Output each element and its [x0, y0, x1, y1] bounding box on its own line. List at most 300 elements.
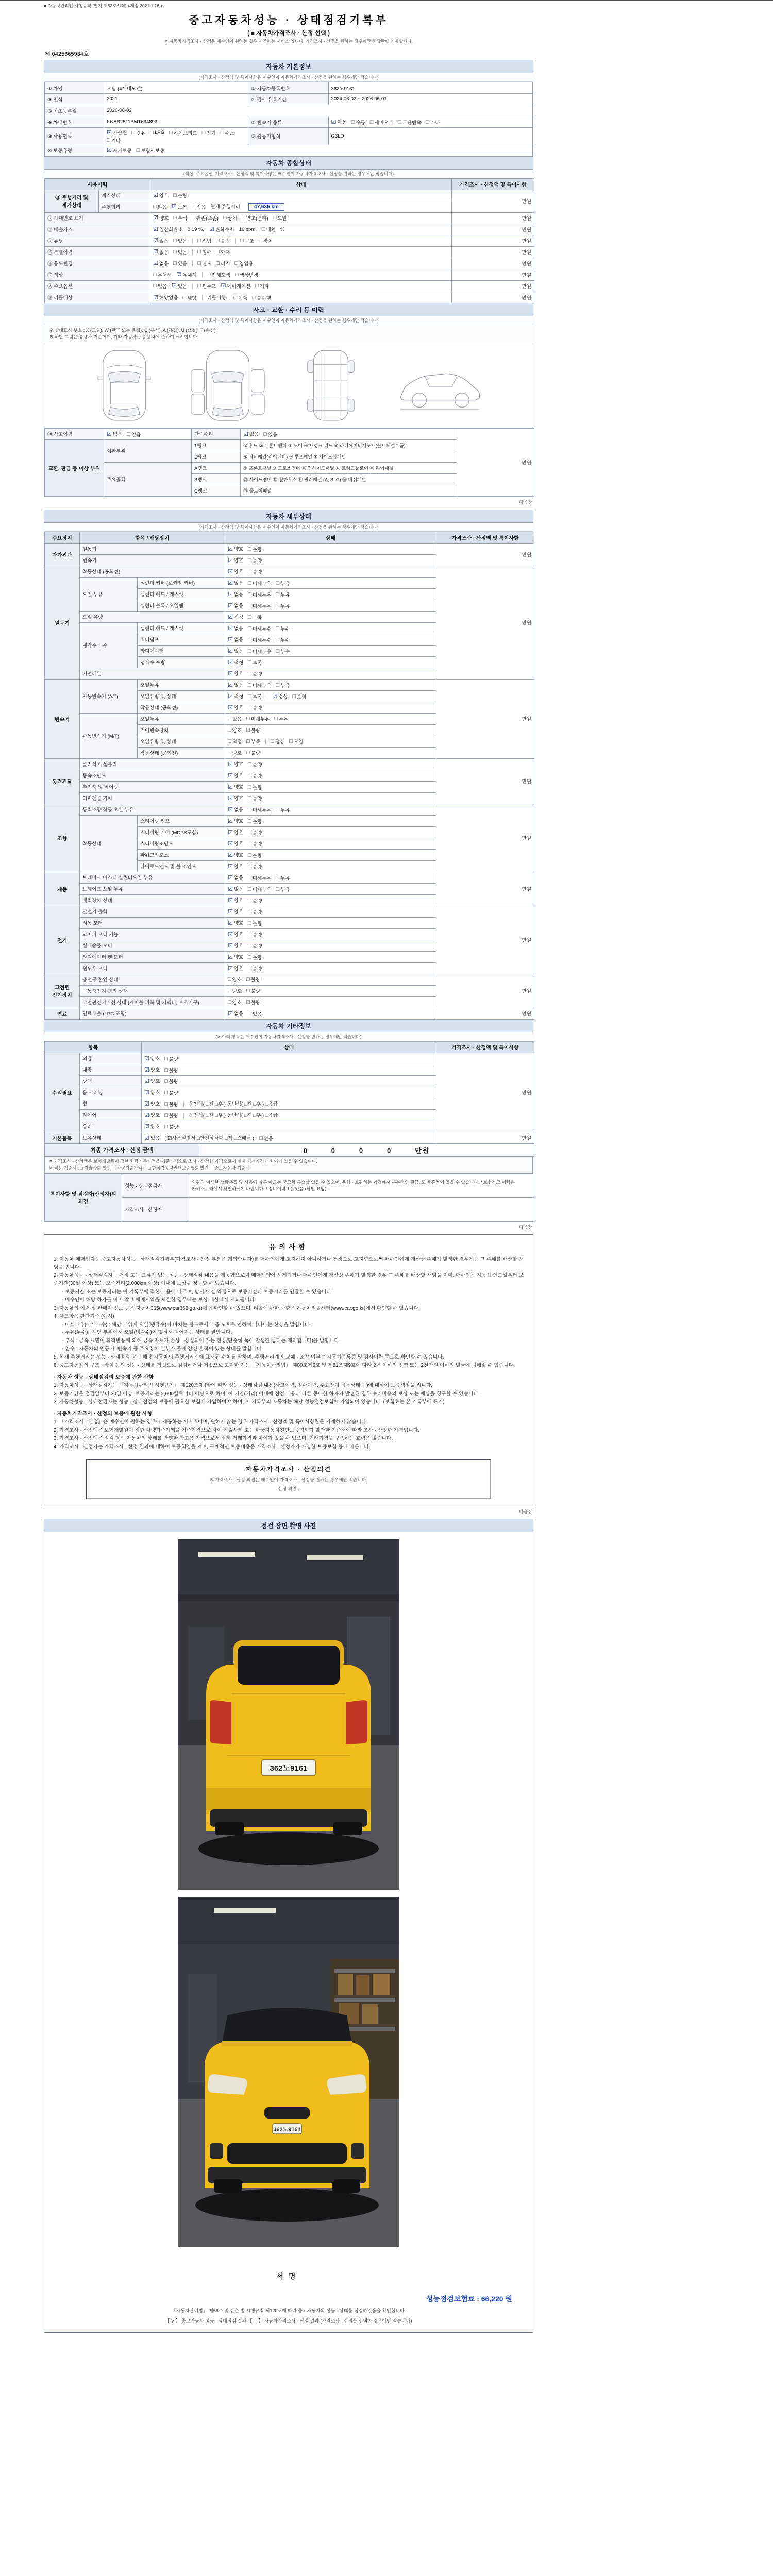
- notice-line: - 부식 : 금속 표면이 화학반응에 의해 금속 자체가 손상 · 상실되어 가는 현상(단순히 녹이 발생한 상태는 제외합니다)을 말합니다.: [62, 1338, 341, 1344]
- group-label: 전기: [45, 906, 80, 974]
- sub-label: 라디에이터: [138, 645, 225, 656]
- price-cell: 만원: [436, 758, 534, 804]
- status-options: [225, 736, 436, 747]
- checkbox-unchecked: □ 보험사보증: [136, 147, 165, 155]
- checkbox-unchecked: □ 이행: [233, 294, 248, 301]
- document-title: 중고자동차성능 · 상태점검기록부: [189, 14, 389, 26]
- checkbox-unchecked: □ 있음: [127, 431, 141, 438]
- status-options: [142, 1132, 436, 1143]
- checkbox-unchecked: □ 무채색: [153, 272, 172, 279]
- price-cell: 만원: [436, 906, 534, 974]
- checkbox-checked: ☑ 탄화수소: [209, 226, 234, 233]
- checkbox-checked: ☑ 양호: [228, 908, 244, 916]
- section-title-accident-history: 사고 · 교환 · 수리 등 이력: [44, 303, 533, 316]
- checkbox-unchecked: □ 매연: [261, 226, 276, 233]
- checkbox-unchecked: □ 적음: [192, 204, 206, 210]
- sub-label: A랭크: [192, 462, 241, 473]
- checkbox-checked: ☑ 없음: [228, 682, 244, 689]
- checkbox-unchecked: □ 불량: [248, 920, 262, 927]
- item-label: 디퍼렌셜 기어: [80, 792, 225, 804]
- item-label: ⑱ 주요옵션: [45, 280, 150, 292]
- checkbox-unchecked: □ 무단변속: [398, 118, 422, 126]
- status-options: [225, 611, 436, 622]
- sub-label: 작동상태 (공회전): [138, 702, 225, 713]
- table-row: [45, 246, 534, 258]
- item-label: 주행거리: [99, 201, 150, 212]
- checkbox-unchecked: □ 불이행: [252, 294, 271, 301]
- status-options: [225, 792, 436, 804]
- sub-label: 파워고압호스: [138, 849, 225, 860]
- next-page-marker-2: 다음장: [518, 1224, 532, 1230]
- form-reference-note: ■ 자동차관리법 시행규칙 [별지 제82호서식] <개정 2021.1.16.>: [44, 3, 163, 8]
- item-label: 등속조인트: [80, 770, 225, 781]
- checkbox-checked: ☑ 양호: [144, 1123, 160, 1130]
- checkbox-checked: ☑ 적정: [228, 659, 244, 666]
- notice-line: - 누유(누수) : 해당 부위에서 오일(냉각수)이 맺혀서 떨어지는 상태를 말합니다.: [62, 1330, 232, 1336]
- checkbox-unchecked: □ 상이: [223, 215, 237, 222]
- checkbox-unchecked: □ 불량: [248, 852, 262, 859]
- checkbox-checked: ☑ 없음: [153, 260, 169, 267]
- checkbox-unchecked: □ 미세누유: [248, 886, 272, 893]
- result-selection-line: 【 V 】 중고자동차 성능 · 상태점검 결과 【 】 자동차가격조사 · 산정 결과 (가격조사 · 산정을 선택한 경우에만 적습니다): [165, 2318, 412, 2324]
- checkbox-checked: ☑ 양호: [228, 942, 244, 950]
- column-header: 가격조사 · 산정액 및 특이사항: [436, 532, 534, 543]
- checkbox-unchecked: □ 불량: [248, 568, 262, 575]
- table-row: [45, 1041, 534, 1053]
- checkbox-unchecked: □ 불량: [164, 1078, 179, 1085]
- price-cell: 만원: [457, 428, 534, 496]
- value-cell: 모닝 (4세대모델): [104, 82, 248, 94]
- item-label: ⑥ 차대번호: [45, 116, 104, 128]
- item-label: 내장: [80, 1064, 142, 1075]
- value-cell: 외관의 미세한 생활흠집 및 사용에 따른 마모는 중고차 특성상 있을 수 있으며, 운행 · 보관하는 과정에서 부분적인 판금, 도색 흔적이 있을 수 있습니다. / 보험사고 이력은 카히스토리에서 확인하시기 바랍니다. / 정비이력 1건 있음 (확인 요망): [189, 1174, 534, 1197]
- status-options: [225, 770, 436, 781]
- item-label: ⑮ 특별이력: [45, 246, 150, 258]
- item-label: ⑰ 색상: [45, 269, 150, 280]
- checkbox-unchecked: □ 불량: [246, 727, 261, 734]
- panel-notice: [44, 1234, 533, 1506]
- checkbox-checked: ☑ 없음: [228, 874, 244, 882]
- checkbox-checked: ☑ 양호: [228, 670, 244, 677]
- detail-state-table: [44, 532, 533, 1020]
- group-label: 제동: [45, 872, 80, 906]
- checkbox-checked: ☑ 유채색: [176, 272, 197, 278]
- final-price-note-1: ※ 가격조사 · 산정액은 보험개발원이 정한 차량기준가액을 기준가격으로 조사 · 산정한 가격으로서 실제 거래가격과 차이가 있을 수 있습니다.: [49, 1158, 317, 1164]
- basic-info-table: [44, 82, 533, 157]
- checkbox-checked: ☑ 양호: [228, 931, 244, 938]
- option-text: ( ☑사용설명서 □안전삼각대 □잭 □스패너 ): [164, 1135, 254, 1141]
- sub-label: 실린더 헤드 / 개스킷: [138, 588, 225, 600]
- checkbox-unchecked: □ 변조(변타): [241, 215, 268, 222]
- section-note-etc-info: (※ 아래 항목은 매수인이 자동차가격조사 · 산정을 원하는 경우에만 적습니다): [44, 1032, 533, 1041]
- item-label: 와이퍼 모터 기능: [80, 928, 225, 940]
- checkbox-unchecked: □ 불량: [248, 557, 262, 564]
- item-label: 배력장치 상태: [80, 894, 225, 906]
- checkbox-unchecked: □ 침수: [197, 249, 212, 256]
- price-cell: 만원: [436, 804, 534, 872]
- checkbox-unchecked: □ 불량: [248, 863, 262, 870]
- checkbox-unchecked: □ 불량: [248, 818, 262, 825]
- notice-line: 4. 가격조사 · 산정자는 가격조사 · 산정 결과에 대하여 보증책임을 지며, 구체적인 보증내용은 가격조사 · 산정자가 가입한 보증보험 등에 따릅니다.: [54, 1444, 371, 1450]
- checkbox-checked: ☑ 없음: [228, 636, 244, 643]
- item-label: 외장: [80, 1053, 142, 1064]
- checkbox-unchecked: □ 썬루프: [197, 283, 216, 290]
- group-label: 원동기: [45, 566, 80, 679]
- checkbox-unchecked: □ 불량: [164, 1112, 179, 1119]
- status-options: [225, 951, 436, 962]
- checkbox-unchecked: □ 누유: [276, 806, 290, 814]
- checkbox-unchecked: □ 없음: [228, 716, 242, 723]
- checkbox-unchecked: □ 누유: [276, 886, 290, 893]
- section-note-accident-history: (가격조사 · 산정액 및 특이사항은 매수인이 자동차가격조사 · 산정을 원하는 경우에만 적습니다): [44, 316, 533, 325]
- checkbox-unchecked: □ 부식: [173, 215, 188, 222]
- premium-label: 성능점검보험료 :: [426, 2294, 479, 2303]
- checkbox-unchecked: □ 적정: [228, 738, 242, 745]
- table-row: [45, 116, 533, 128]
- status-options: [225, 928, 436, 940]
- item-label: 최종 가격조사 · 산정 금액: [45, 1144, 199, 1156]
- status-options: [150, 235, 452, 246]
- table-row: [45, 804, 534, 815]
- status-options: [241, 428, 457, 439]
- option-separator: [192, 261, 193, 266]
- price-cell: 만원: [452, 246, 534, 258]
- comprehensive-state-table-grid: [44, 178, 534, 303]
- signature-title: 서명: [276, 2272, 301, 2280]
- section-note-basic-info: (가격조사 · 산정액 및 특이사항은 매수인이 자동차가격조사 · 산정을 원하는 경우에만 적습니다): [44, 73, 533, 82]
- group-label: 변속기: [45, 679, 80, 758]
- status-options: [225, 702, 436, 713]
- checkbox-unchecked: □ 전기: [201, 129, 216, 137]
- sub-label: 스티어링조인트: [138, 838, 225, 849]
- option-separator: [265, 739, 266, 744]
- checkbox-unchecked: □ 있음: [263, 431, 278, 438]
- checkbox-unchecked: □ 수동: [351, 118, 365, 126]
- value-cell: 362노9161: [328, 82, 532, 94]
- checkbox-unchecked: □ 양호: [228, 727, 242, 734]
- status-options: [225, 804, 436, 815]
- notice-line: 1. 자동차성능 · 상태점검자는 「자동차관리법 시행규칙」 제120조제4항에 따라 성능 · 상태점검 내용(사고이력, 침수이력, 주요장치 작동상태 등)에 대하여 보증책임을 집니다.: [54, 1383, 432, 1389]
- status-options: [225, 656, 436, 668]
- status-options: [225, 588, 436, 600]
- price-cell: 만원: [452, 212, 534, 224]
- section-note-detail-state: (가격조사 · 산정액 및 특이사항은 매수인이 자동차가격조사 · 산정을 원하는 경우에만 적습니다): [44, 523, 533, 532]
- status-options: [225, 974, 436, 985]
- status-options: [142, 1053, 436, 1064]
- mileage-value-box: 47,636 km: [248, 203, 284, 211]
- inspection-insurance-premium: [44, 2294, 533, 2304]
- item-label: 단순수리: [192, 428, 241, 439]
- checkbox-checked: ☑ 양호: [228, 920, 244, 927]
- status-options: [225, 758, 436, 770]
- checkbox-checked: ☑ 양호: [228, 772, 244, 779]
- checkbox-unchecked: □ 적법: [197, 238, 212, 245]
- checkbox-unchecked: □ 미세누수: [248, 648, 272, 655]
- item-label: 유리: [80, 1121, 142, 1132]
- status-options: [142, 1098, 436, 1109]
- notice-line: 3. 자동차성능 · 상태점검자는 성능 · 상태점검의 보증에 필요한 보험에 가입하여야 하며, 이 기록부의 자동차는 해당 성능점검보험에 가입되어 있습니다. (보험료는 본 기록부에 표기): [54, 1399, 445, 1405]
- value-cell: 2020-06-02: [104, 105, 533, 116]
- checkbox-unchecked: □ 경유: [131, 129, 146, 137]
- checkbox-unchecked: □ 불량: [248, 840, 262, 848]
- table-row: [45, 532, 534, 543]
- status-options: [225, 917, 436, 928]
- checkbox-checked: ☑ 양호: [153, 215, 169, 222]
- checkbox-checked: ☑ 양호: [228, 852, 244, 859]
- checkbox-checked: ☑ 없음: [228, 591, 244, 598]
- checkbox-unchecked: □ 불량: [248, 670, 262, 677]
- notice-line: - 매수인이 해당 하자를 이미 알고 매매계약을 체결한 경우에는 보상 대상에서 제외됩니다.: [62, 1297, 256, 1303]
- legend-line-2: ※ 하단 그림은 승용차 기준이며, 기타 자동차는 승용차에 준하여 표시합니다.: [49, 334, 199, 340]
- table-row: [45, 269, 534, 280]
- item-label: 작동상태: [80, 815, 138, 872]
- car-diagram-underbody-frame-icon: [300, 347, 361, 423]
- checkbox-checked: ☑ 자동: [331, 118, 347, 126]
- checkbox-unchecked: □ 불량: [246, 988, 261, 995]
- checkbox-checked: ☑ 네비게이션: [221, 283, 251, 290]
- status-options: [225, 985, 436, 996]
- item-label: 충전구 절연 상태: [80, 974, 225, 985]
- item-label: 주요골격: [104, 462, 192, 496]
- checkbox-unchecked: □ 하이브리드: [169, 129, 197, 137]
- column-header: 항목: [45, 1041, 142, 1053]
- item-label: ⑫ 차대번호 표기: [45, 212, 150, 224]
- column-header: 주요장치: [45, 532, 80, 543]
- price-cell: 만원: [436, 566, 534, 679]
- table-row: [45, 258, 534, 269]
- price-opinion-line-2: 산정 의견 :: [278, 1486, 299, 1492]
- value-cell: ⑨ 프론트패널 ⑩ 크로스멤버 ⑪ 인사이드패널 ⑰ 트렁크플로어 ⑱ 리어패널: [241, 462, 457, 473]
- group-label: ⑪ 주행거리 및 계기상태: [45, 190, 99, 212]
- option-text: 현재 주행거리: [210, 204, 240, 210]
- basic-info-table-grid: [44, 82, 533, 157]
- checkbox-checked: ☑ 없음: [228, 580, 244, 587]
- photo-car-rear-view: [178, 1539, 399, 1890]
- final-price-table: [44, 1144, 533, 1157]
- checkbox-unchecked: □ LPG: [150, 129, 165, 136]
- item-label: 구동축전지 격리 상태: [80, 985, 225, 996]
- checkbox-unchecked: □ 기타: [255, 283, 270, 290]
- price-cell: 만원: [452, 258, 534, 269]
- car-diagram-exterior-top-icon: [94, 347, 155, 423]
- status-options: [225, 860, 436, 872]
- item-label: ⑦ 변속기 종류: [248, 116, 328, 128]
- checkbox-unchecked: □ 도말: [273, 215, 287, 222]
- value-cell: KNAB2511BMT694893: [104, 116, 248, 128]
- table-row: [45, 906, 534, 917]
- car-damage-diagrams: [44, 343, 533, 428]
- checkbox-unchecked: □ 양호: [228, 750, 242, 757]
- status-options: [225, 577, 436, 588]
- table-row: [45, 178, 534, 190]
- checkbox-checked: ☑ 양호: [228, 897, 244, 904]
- checkbox-checked: ☑ 양호: [228, 568, 244, 575]
- table-row: [45, 212, 534, 224]
- item-label: 계기상태: [99, 190, 150, 201]
- item-label: 자동변속기 (A/T): [80, 679, 138, 713]
- value-cell: 2021: [104, 94, 248, 105]
- checkbox-checked: ☑ 양호: [144, 1100, 160, 1108]
- status-options: [225, 962, 436, 974]
- checkbox-unchecked: □ 있음: [248, 1010, 262, 1018]
- document-number: 제 0425665934호: [45, 51, 89, 57]
- status-options: [142, 1109, 436, 1121]
- notice-line: 5. 현재 주행거리는 성능 · 상태점검 당시 해당 자동차의 주행거리계에 표시된 수치를 말하며, 주행거리계의 교체 · 조작 여부는 자동차등록증 및 검사이력 등으로 확인할 수 있습니다.: [54, 1354, 444, 1360]
- status-options: [225, 566, 436, 577]
- status-options: [225, 622, 436, 634]
- checkbox-unchecked: □ 있음: [173, 260, 188, 267]
- status-options: [225, 940, 436, 951]
- notice-line: - 미세누유(미세누수) : 해당 부위에 오일(냉각수)이 비치는 정도로서 부품 노후로 인하여 나타나는 현상을 말합니다.: [62, 1321, 311, 1328]
- price-opinion-line-1: ※ 가격조사 · 산정 의견은 매수인이 가격조사 · 산정을 원하는 경우에만 적습니다.: [210, 1477, 367, 1482]
- checkbox-checked: ☑ 자가보증: [107, 147, 132, 154]
- notice-lines: [54, 1256, 524, 1451]
- status-options: [225, 690, 436, 702]
- item-label: ⑯ 용도변경: [45, 258, 150, 269]
- checkbox-unchecked: □ 수소: [220, 129, 234, 137]
- item-label: 브레이크 마스터 실린더오일 누유: [80, 872, 225, 883]
- status-options: [225, 600, 436, 611]
- status-options: [225, 724, 436, 736]
- status-options: [150, 280, 452, 292]
- item-label: 발전기 출력: [80, 906, 225, 917]
- value-cell: G3LD: [328, 128, 532, 145]
- checkbox-checked: ☑ 양호: [228, 546, 244, 553]
- sub-label: 워터펌프: [138, 634, 225, 645]
- status-options: [150, 190, 452, 201]
- sub-label: 실린더 커버 (로커암 커버): [138, 577, 225, 588]
- checkbox-unchecked: □ 정상: [271, 738, 285, 745]
- notice-line: 2. 가격조사 · 산정액은 보험개발원이 정한 차량기준가액을 기준가격으로 하여 기술사회 또는 한국자동차진단보증협회가 발간한 기준서에 따라 조사 · 산정한 가격입니다.: [54, 1428, 419, 1434]
- section-title-comprehensive: 자동차 종합상태: [44, 157, 533, 170]
- table-row: [45, 428, 534, 439]
- value-cell: 2024-06-02 ~ 2026-06-01: [328, 94, 532, 105]
- table-row: [45, 145, 533, 156]
- sub-label: 작동상태 (공회전): [138, 747, 225, 758]
- legal-confirmation-line: 「자동차관리법」 제58조 및 같은 법 시행규칙 제120조에 따라 중고자동차의 성능 · 상태를 점검하였음을 확인합니다.: [171, 2308, 406, 2313]
- price-cell: 만원: [452, 269, 534, 280]
- notice-line: 2. 자동차성능 · 상태점검자는 거짓 또는 오류가 있는 성능 · 상태점검 내용을 제공함으로써 매매계약이 해제되거나 매수인에게 재산상 손해가 발생한 경우 그 손해를 배상할 책임을 지며, 매수인은 자동차 인도일부터 보증기간(30일 이상) 또는 보증거리(2,000km 이상) 이내에 보상을 청구할 수 있습니다.: [54, 1273, 524, 1287]
- checkbox-unchecked: □ 미세누유: [248, 580, 272, 587]
- status-options: [142, 1087, 436, 1098]
- checkbox-checked: ☑ 가솔린: [107, 129, 127, 136]
- checkbox-unchecked: □ 화재: [216, 249, 230, 256]
- checkbox-checked: ☑ 해당없음: [153, 294, 178, 301]
- value-cell: [189, 1197, 534, 1221]
- checkbox-unchecked: □ 오염: [292, 693, 307, 700]
- status-options: [225, 849, 436, 860]
- item-label: 보유상태: [80, 1132, 142, 1143]
- checkbox-unchecked: □ 누수: [276, 648, 290, 655]
- group-label: 고전원 전기장치: [45, 974, 80, 1008]
- checkbox-unchecked: □ 양호: [228, 976, 242, 984]
- checkbox-checked: ☑ 양호: [228, 557, 244, 564]
- price-cell: 만원: [452, 190, 534, 212]
- next-page-marker-1: 다음장: [518, 499, 532, 505]
- checkbox-checked: ☑ 없음: [228, 648, 244, 655]
- table-row: [45, 872, 534, 883]
- document-subtitle: ( ■ 자동차가격조사 · 산정 선택 ): [247, 30, 330, 37]
- group-label: 연료: [45, 1008, 80, 1019]
- table-row: [45, 543, 534, 554]
- table-row: [45, 1053, 534, 1064]
- checkbox-checked: ☑ 있음: [172, 283, 188, 290]
- checkbox-checked: ☑ 양호: [228, 795, 244, 802]
- document-subtitle-note: ※ 자동차가격조사 · 산정은 매수인이 원하는 경우 제공하는 서비스 입니다. 가격조사 · 산정을 원하는 경우에만 해당란에 기재합니다.: [164, 39, 413, 44]
- sub-label: 타이로드엔드 및 볼 조인트: [138, 860, 225, 872]
- inspector-remarks-table: [44, 1174, 533, 1222]
- checkbox-checked: ☑ 정상: [272, 693, 288, 700]
- table-row: [45, 224, 534, 235]
- checkbox-unchecked: □ 미세누유: [248, 591, 272, 598]
- price-cell: 만원: [436, 543, 534, 566]
- checkbox-unchecked: □ 장치: [259, 238, 273, 245]
- comprehensive-state-table: [44, 178, 533, 303]
- status-options: [225, 996, 436, 1008]
- item-label: ③ 연식: [45, 94, 104, 105]
- item-label: 라디에이터 팬 모터: [80, 951, 225, 962]
- item-label: 냉각수 누수: [80, 622, 138, 668]
- premium-value: 66,220 원: [481, 2294, 512, 2303]
- price-cell: 만원: [452, 292, 534, 303]
- value-cell: ⑮ 플로어패널: [241, 485, 457, 496]
- section-title-basic-info: 자동차 기본정보: [44, 60, 533, 73]
- checkbox-checked: ☑ 양호: [228, 840, 244, 848]
- item-label: 성능 · 상태점검자: [122, 1174, 189, 1197]
- checkbox-unchecked: □ 부족: [248, 659, 262, 666]
- sub-label: 실린더 헤드 / 개스킷: [138, 622, 225, 634]
- sub-label: 1랭크: [192, 439, 241, 451]
- checkbox-unchecked: □ 불량: [248, 908, 262, 916]
- notice-line: 3. 가격조사 · 산정액은 점검 당시 자동차의 상태를 반영한 참고용 가격으로서 실제 거래가격과 차이가 있을 수 있으며, 거래가격을 구속하는 효력은 없습니다.: [54, 1436, 393, 1442]
- notice-line: 4. 체크항목 판단기준 (예시): [54, 1313, 114, 1319]
- accident-history-table: [44, 428, 533, 497]
- sub-label: 오일누유: [138, 713, 225, 724]
- status-options: [225, 554, 436, 566]
- price-cell: 만원: [452, 224, 534, 235]
- status-options: [225, 668, 436, 679]
- price-cell: 만원: [452, 235, 534, 246]
- checkbox-unchecked: □ 누수: [276, 636, 290, 643]
- status-options: [104, 428, 192, 439]
- checkbox-unchecked: □ 불량: [248, 829, 262, 836]
- table-row: [45, 1144, 534, 1156]
- checkbox-checked: ☑ 없음: [243, 431, 259, 438]
- notice-line: 3. 자동차의 이력 및 판매자 정보 등은 자동차365(www.car365.go.kr)에서 확인할 수 있으며, 리콜에 관한 사항은 자동차리콜센터(www.car.go.kr)에서 확인할 수 있습니다.: [54, 1305, 420, 1311]
- item-label: 광택: [80, 1075, 142, 1087]
- status-options: [150, 292, 452, 303]
- checkbox-unchecked: □ 불량: [248, 965, 262, 972]
- checkbox-checked: ☑ 양호: [228, 761, 244, 768]
- option-separator: [192, 283, 193, 289]
- checkbox-checked: ☑ 양호: [228, 704, 244, 711]
- checkbox-unchecked: □ 미세누수: [248, 636, 272, 643]
- section-title-detail-state: 자동차 세부상태: [44, 510, 533, 523]
- panel-photos: [44, 1519, 533, 2333]
- price-cell: 만원: [436, 872, 534, 906]
- status-options: [328, 116, 532, 128]
- option-text: 운전석( □전 □후 ) 동반석( □전 □후 ) □응급: [189, 1112, 278, 1118]
- group-label: 수리필요: [45, 1053, 80, 1132]
- panel-page-2: [44, 510, 533, 1222]
- item-label: 시동 모터: [80, 917, 225, 928]
- notice-title: 유의사항: [268, 1243, 309, 1251]
- status-options: [225, 781, 436, 792]
- checkbox-unchecked: □ 불량: [248, 954, 262, 961]
- price-cell: 만원: [452, 280, 534, 292]
- status-options: [225, 815, 436, 826]
- status-options: [104, 145, 533, 156]
